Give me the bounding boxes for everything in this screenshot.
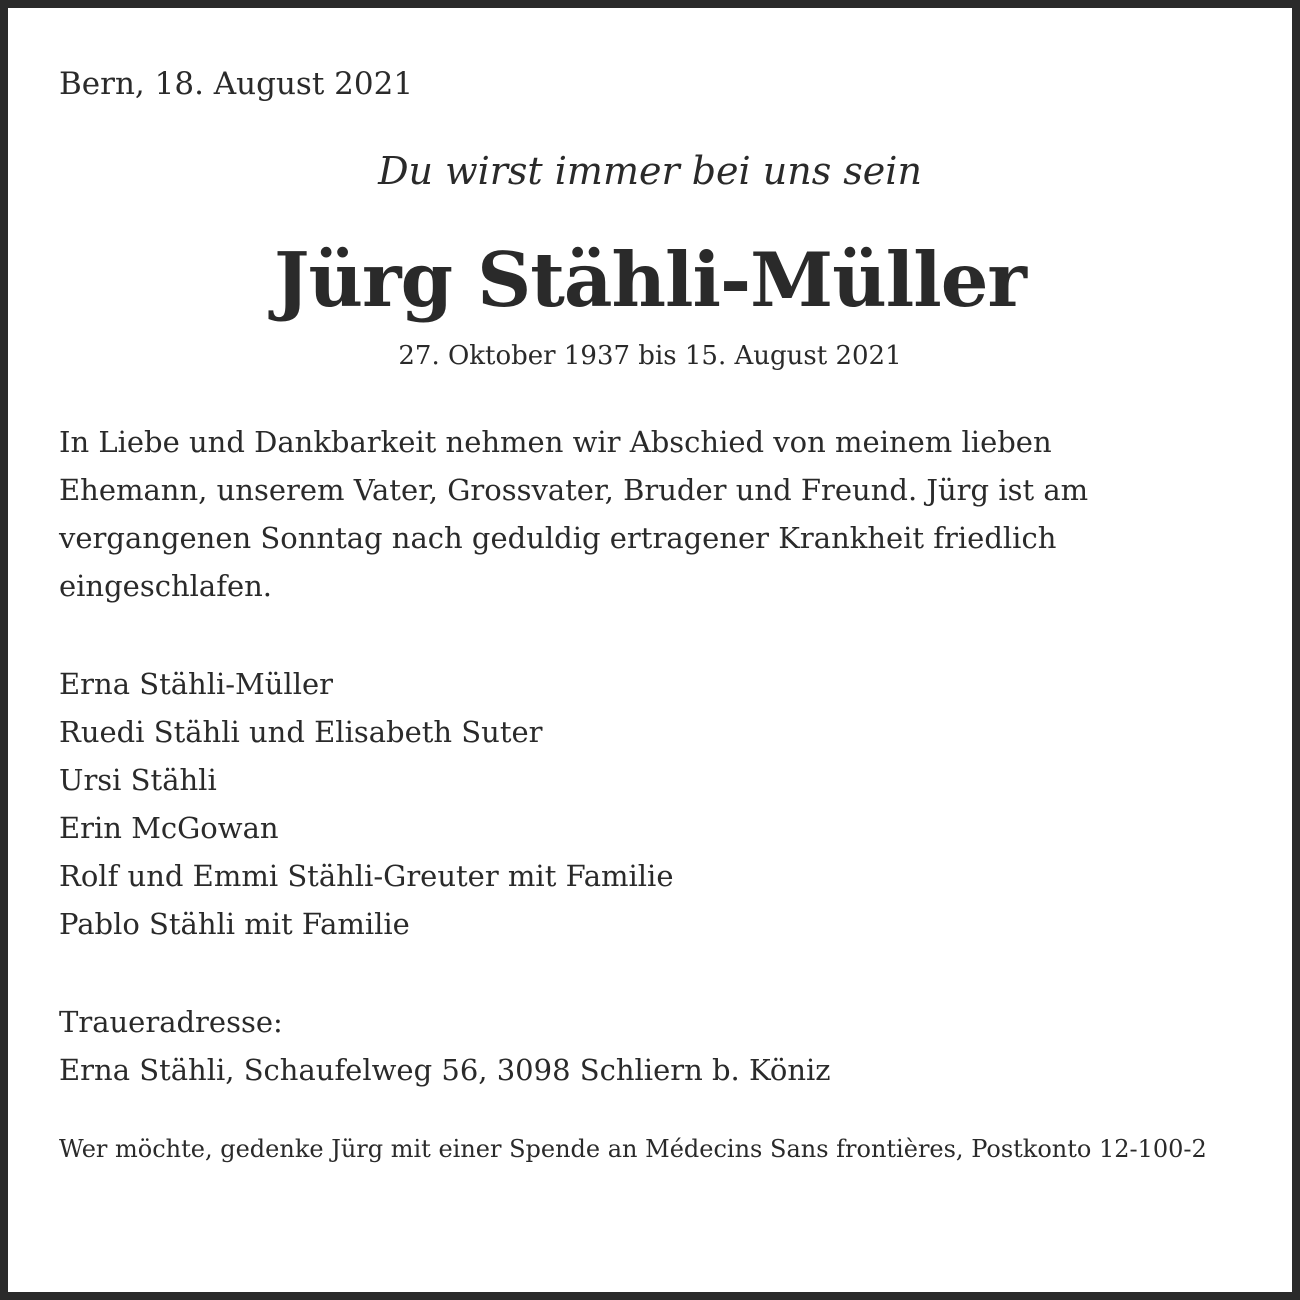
deceased-name: Jürg Stähli-Müller bbox=[274, 236, 1026, 324]
motto: Du wirst immer bei uns sein bbox=[378, 149, 922, 193]
place-date: Bern, 18. August 2021 bbox=[59, 66, 414, 102]
mourning-address-label: Traueradresse: bbox=[59, 1005, 283, 1039]
life-dates: 27. Oktober 1937 bis 15. August 2021 bbox=[398, 341, 902, 371]
mourner-item: Pablo Stähli mit Familie bbox=[59, 907, 410, 941]
notice-body: In Liebe und Dankbarkeit nehmen wir Abschied von meinem lieben Ehemann, unserem Vater, Grossvater, Bruder und Freund. Jürg ist am vergangenen Sonntag nach geduldig ertragener Krankheit friedlich eingeschlafen. bbox=[59, 425, 1089, 603]
mourners-list bbox=[59, 660, 674, 948]
donation-note: Wer möchte, gedenke Jürg mit einer Spende an Médecins Sans frontières, Postkonto 12-100-2 bbox=[59, 1135, 1207, 1163]
mourning-address: Erna Stähli, Schaufelweg 56, 3098 Schliern b. Köniz bbox=[59, 1053, 831, 1087]
mourner-item: Rolf und Emmi Stähli-Greuter mit Familie bbox=[59, 859, 674, 893]
mourner-item: Ursi Stähli bbox=[59, 763, 217, 797]
mourner-item: Erin McGowan bbox=[59, 811, 279, 845]
mourner-item: Ruedi Stähli und Elisabeth Suter bbox=[59, 715, 543, 749]
mourner-item: Erna Stähli-Müller bbox=[59, 667, 333, 701]
